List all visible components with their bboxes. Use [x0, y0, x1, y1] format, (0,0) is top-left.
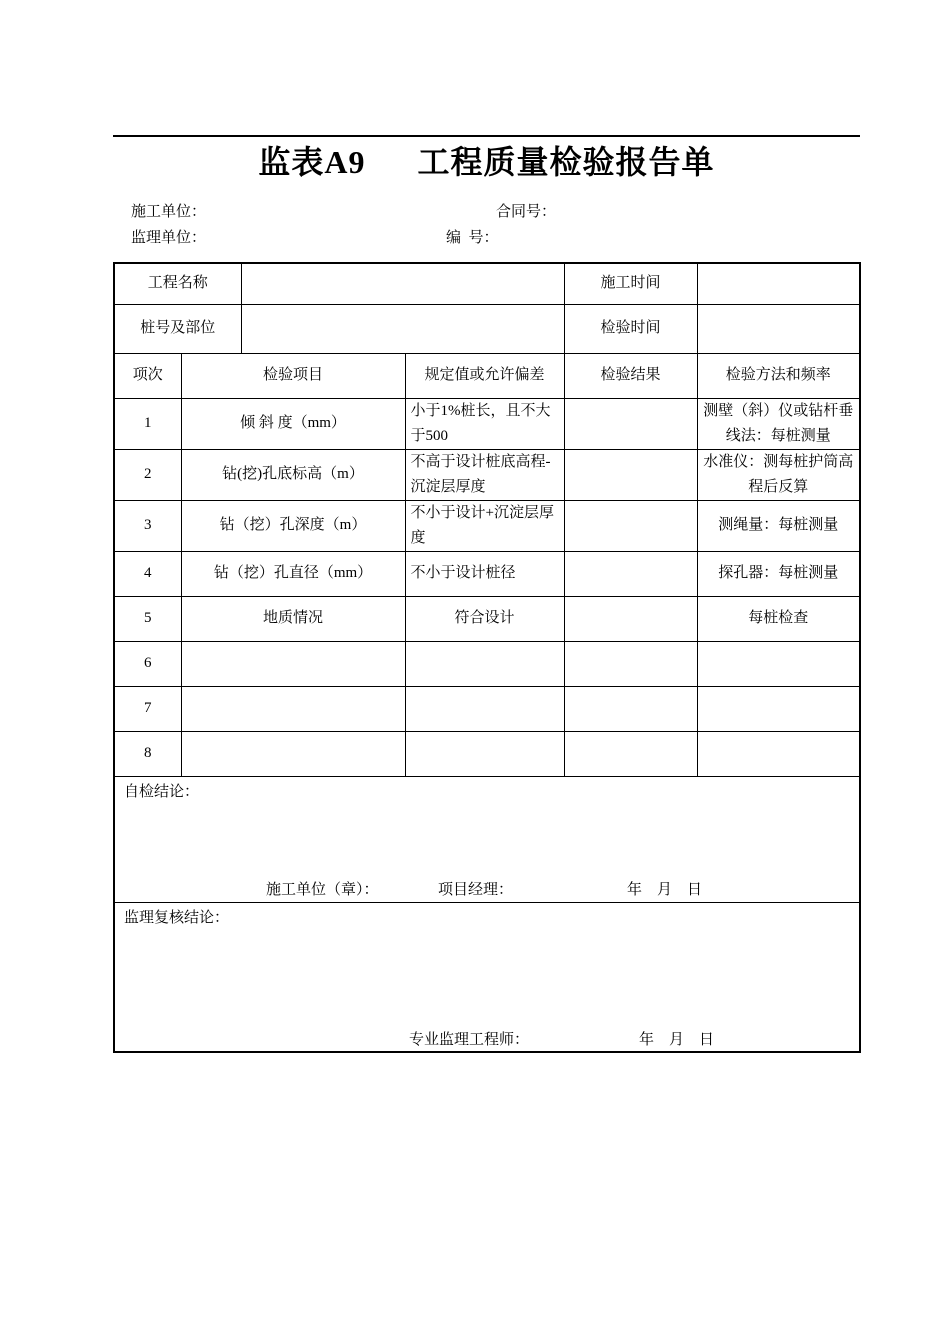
construction-time-value[interactable] — [697, 263, 860, 304]
table-row — [114, 596, 860, 641]
row-no: 6 — [114, 641, 181, 686]
row-item[interactable] — [181, 641, 405, 686]
row-method: 每桩检查 — [697, 596, 860, 641]
col-header-no: 项次 — [114, 353, 181, 398]
self-check-label: 自检结论： — [124, 783, 200, 800]
contract-no-label: 合同号： — [496, 204, 557, 220]
self-check-date-label: 年 月 日 — [627, 881, 703, 898]
serial-no-label: 编 号： — [446, 230, 499, 246]
table-row — [114, 500, 860, 551]
supervision-review-label: 监理复核结论： — [124, 909, 230, 926]
row-no: 4 — [114, 551, 181, 596]
col-header-spec: 规定值或允许偏差 — [405, 353, 564, 398]
row-spec[interactable] — [405, 641, 564, 686]
project-name-label: 工程名称 — [114, 263, 241, 304]
row-no: 3 — [114, 500, 181, 551]
row-item: 钻（挖）孔直径（mm） — [181, 551, 405, 596]
review-date-label: 年 月 日 — [639, 1031, 715, 1048]
top-rule — [113, 135, 860, 137]
row-item: 倾 斜 度（mm） — [181, 398, 405, 449]
construction-time-label: 施工时间 — [564, 263, 697, 304]
title-name: 工程质量检验报告单 — [417, 144, 715, 180]
row-result[interactable] — [564, 686, 697, 731]
inspection-time-label: 检验时间 — [564, 304, 697, 353]
info-row-project — [114, 263, 860, 304]
row-no: 5 — [114, 596, 181, 641]
row-spec: 不小于设计桩径 — [405, 551, 564, 596]
row-no: 7 — [114, 686, 181, 731]
table-row — [114, 686, 860, 731]
self-check-box[interactable] — [114, 776, 860, 902]
pile-label: 桩号及部位 — [114, 304, 241, 353]
row-result[interactable] — [564, 641, 697, 686]
self-check-row — [114, 776, 860, 902]
table-row — [114, 641, 860, 686]
row-spec: 不小于设计+沉淀层厚度 — [405, 500, 564, 551]
project-name-value[interactable] — [241, 263, 564, 304]
row-no: 2 — [114, 449, 181, 500]
supervision-review-row — [114, 902, 860, 1052]
construction-unit-label: 施工单位： — [131, 204, 207, 220]
row-method: 测绳量：每桩测量 — [697, 500, 860, 551]
info-row-pile — [114, 304, 860, 353]
construction-unit-seal-label: 施工单位（章）： — [266, 881, 379, 898]
row-result[interactable] — [564, 551, 697, 596]
row-spec[interactable] — [405, 686, 564, 731]
col-header-result: 检验结果 — [564, 353, 697, 398]
row-method[interactable] — [697, 686, 860, 731]
row-item: 钻(挖)孔底标高（m） — [181, 449, 405, 500]
row-item: 地质情况 — [181, 596, 405, 641]
row-no: 8 — [114, 731, 181, 776]
page-title — [113, 140, 860, 184]
row-spec: 不高于设计桩底高程-沉淀层厚度 — [405, 449, 564, 500]
inspection-time-value[interactable] — [697, 304, 860, 353]
pile-value[interactable] — [241, 304, 564, 353]
col-header-method: 检验方法和频率 — [697, 353, 860, 398]
row-method[interactable] — [697, 731, 860, 776]
row-spec: 小于1%桩长，且不大于500 — [405, 398, 564, 449]
table-row — [114, 731, 860, 776]
table-row — [114, 551, 860, 596]
row-item[interactable] — [181, 686, 405, 731]
column-header-row — [114, 353, 860, 398]
row-result[interactable] — [564, 449, 697, 500]
row-result[interactable] — [564, 398, 697, 449]
row-method: 测壁（斜）仪或钻杆垂线法：每桩测量 — [697, 398, 860, 449]
row-method: 探孔器：每桩测量 — [697, 551, 860, 596]
row-no: 1 — [114, 398, 181, 449]
row-spec[interactable] — [405, 731, 564, 776]
row-item[interactable] — [181, 731, 405, 776]
row-result[interactable] — [564, 596, 697, 641]
row-result[interactable] — [564, 500, 697, 551]
row-method: 水准仪：测每桩护筒高程后反算 — [697, 449, 860, 500]
row-spec: 符合设计 — [405, 596, 564, 641]
supervising-engineer-label: 专业监理工程师： — [409, 1031, 530, 1048]
table-row — [114, 398, 860, 449]
row-item: 钻（挖）孔深度（m） — [181, 500, 405, 551]
row-result[interactable] — [564, 731, 697, 776]
table-row — [114, 449, 860, 500]
inspection-table — [113, 262, 861, 1053]
row-method[interactable] — [697, 641, 860, 686]
supervision-review-box[interactable] — [114, 902, 860, 1052]
title-code: 监表A9 — [258, 144, 366, 180]
col-header-item: 检验项目 — [181, 353, 405, 398]
supervision-unit-label: 监理单位： — [131, 230, 207, 246]
project-manager-label: 项目经理： — [438, 881, 514, 898]
